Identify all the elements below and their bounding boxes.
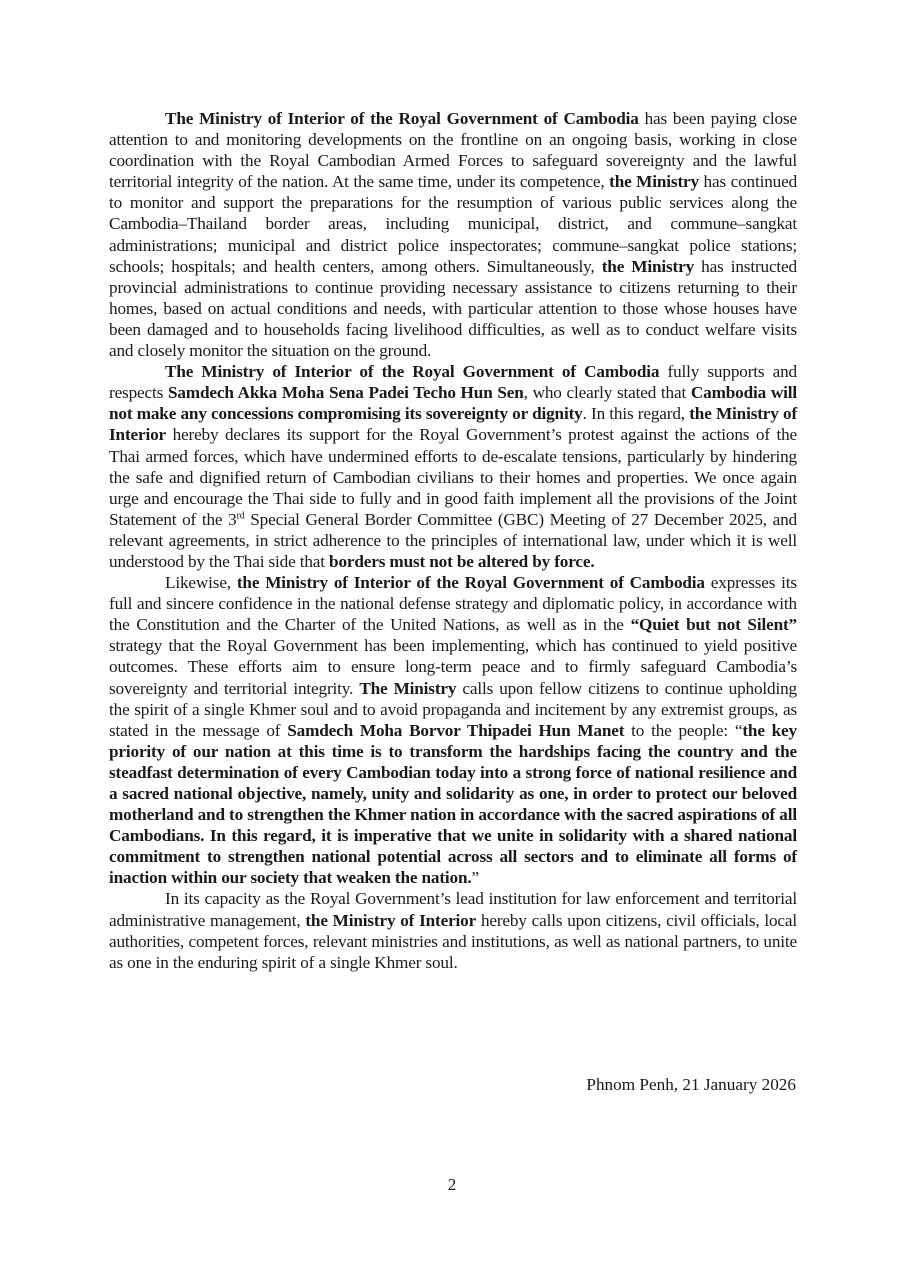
bold-text: the Ministry of Interior [305, 910, 477, 930]
body-text: , who clearly stated that [523, 383, 691, 403]
bold-text: “Quiet but not Silent” [630, 615, 797, 635]
bold-text: The Ministry [359, 678, 457, 698]
body-text: expresses its full and sincere confidence in the national defense strategy and diplomatic policy, in accordance with the Constitution and the Charter of the United Nations, as well as in the [109, 573, 797, 635]
bold-text: the Ministry of Interior [109, 404, 798, 445]
body-text: has been paying close attention to and monitoring developments on the frontline on an ongoing basis, working in close coordination with the Royal Cambodian Armed Forces to safeguard sovereignty and the lawful territorial integrity of the nation. At the same time, under its competence, [109, 109, 797, 192]
body-text: hereby calls upon citizens, civil officials, local authorities, competent forces, relevant ministries and institutions, as well as national partners, to unite as one in the enduring spirit of a single Khmer soul. [109, 910, 797, 972]
paragraph-4 [109, 888, 797, 972]
bold-text: the Ministry [601, 256, 695, 276]
body-text: strategy that the Royal Government has been implementing, which has continued to yield positive outcomes. These efforts aim to ensure long-term peace and to firmly safeguard Cambodia’s sovereignty and territorial integrity. [109, 636, 797, 698]
body-text: to the people: “ [624, 720, 743, 740]
bold-text: The Ministry of Interior of the Royal Government of Cambodia [165, 109, 639, 128]
paragraph-1 [109, 108, 797, 361]
body-text: fully supports and respects [109, 362, 797, 403]
body-text: has instructed provincial administrations to continue providing necessary assistance to citizens returning to their homes, based on actual conditions and needs, with particular attention to those whose houses have been damaged and to households facing livelihood difficulties, as well as to conduct welfare visits and closely monitor the situation on the ground. [109, 256, 797, 361]
page-number: 2 [447, 1175, 457, 1194]
bold-text: the key priority of our nation at this time is to transform the hardships facing the country and the steadfast determination of every Cambodian today into a strong force of national resilience and a sacred national objective, namely, unity and solidarity as one, in order to protect our beloved motherland and to strengthen the Khmer nation in accordance with the sacred aspirations of all Cambodians. In this regard, it is imperative that we unite in solidarity with a shared national commitment to strengthen national potential across all sectors and to eliminate all forms of inaction within our society that weaken the nation. [109, 720, 797, 888]
body-text: . In this regard, [582, 404, 690, 424]
paragraph-2 [109, 361, 797, 572]
bold-text: Samdech Moha Borvor Thipadei Hun Manet [287, 720, 625, 740]
body-text: calls upon fellow citizens to continue upholding the spirit of a single Khmer soul and to avoid propaganda and incitement by any extremist groups, as stated in the message of [109, 678, 797, 740]
bold-text: The Ministry of Interior of the Royal Government of Cambodia [165, 362, 660, 382]
body-text: In its capacity as the Royal Government’s lead institution for law enforcement and territorial administrative management, [109, 889, 797, 930]
bold-text: the Ministry [609, 172, 699, 192]
body-text: ” [471, 868, 480, 888]
body-text: has continued to monitor and support the preparations for the resumption of various public services along the Cambodia–Thailand border areas, including municipal, district, and commune–sangkat administrations; municipal and district police inspectorates; commune–sangkat police stations; schools; hospitals; and health centers, among others. Simultaneously, [109, 172, 798, 276]
bold-text: Samdech Akka Moha Sena Padei Techo Hun Sen [167, 383, 524, 403]
body-text: Special General Border Committee (GBC) Meeting of 27 December 2025, and relevant agreements, in strict adherence to the principles of international law, under which it is well understood by the Thai side that [109, 509, 797, 571]
bold-text: the Ministry of Interior of the Royal Government of Cambodia [236, 573, 705, 593]
bold-text: borders must not be altered by force. [329, 551, 595, 571]
bold-text: Cambodia will not make any concessions compromising its sovereignty or dignity [109, 383, 797, 424]
document-body [109, 108, 797, 973]
paragraph-3 [109, 572, 797, 888]
body-text: hereby declares its support for the Royal Government’s protest against the actions of the Thai armed forces, which have undermined efforts to de-escalate tensions, particularly by hindering the safe and dignified return of Cambodian civilians to their homes and properties. We once again urge and encourage the Thai side to fully and in good faith implement all the provisions of the Joint Statement of the 3 [109, 425, 797, 529]
body-text: Likewise, [165, 573, 237, 593]
place-and-date: Phnom Penh, 21 January 2026 [586, 1075, 796, 1094]
superscript-text: rd [236, 510, 245, 522]
